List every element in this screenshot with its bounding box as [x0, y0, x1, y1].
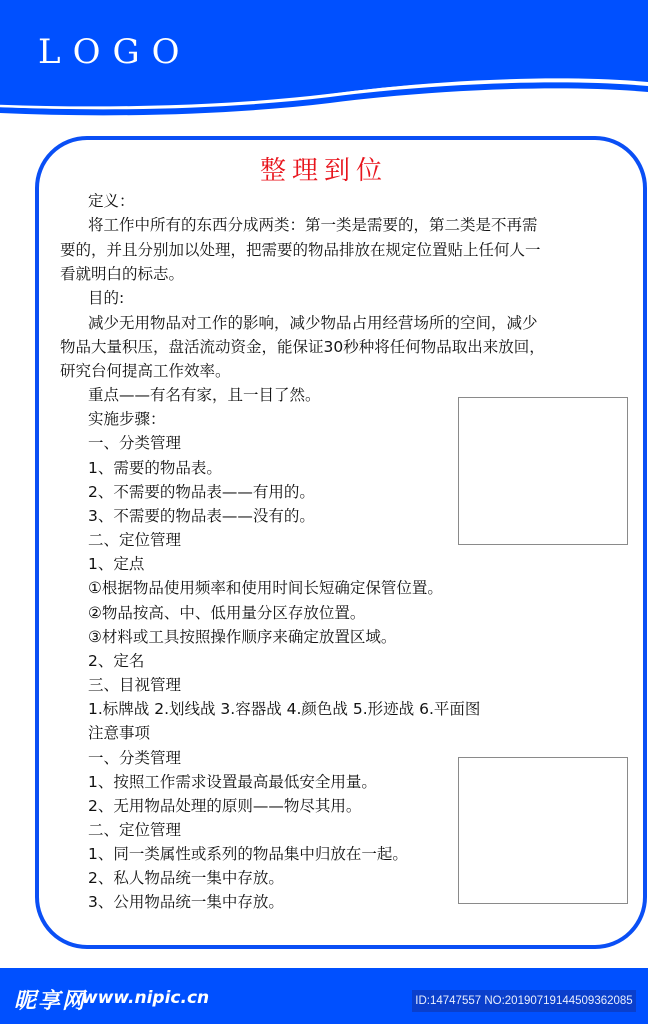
- section-heading: 一、分类管理: [88, 434, 182, 452]
- paragraph-line: 要的，并且分别加以处理，把需要的物品排放在规定位置贴上任何人一: [60, 241, 541, 259]
- watermark-site-url: www.nipic.cn: [82, 988, 210, 1008]
- list-item: ③材料或工具按照操作顺序来确定放置区域。: [88, 628, 397, 646]
- list-item: 1、按照工作需求设置最高最低安全用量。: [88, 773, 377, 791]
- section-heading: 二、定位管理: [88, 821, 182, 839]
- list-item: 1、定点: [88, 555, 145, 573]
- paragraph-line: 减少无用物品对工作的影响，减少物品占用经营场所的空间，减少: [88, 314, 538, 332]
- photo-placeholder-top: [458, 397, 628, 545]
- list-item: 3、公用物品统一集中存放。: [88, 893, 284, 911]
- list-item: ①根据物品使用频率和使用时间长短确定保管位置。: [88, 579, 443, 597]
- watermark-id-label: ID:14747557 NO:20190719144509362085: [412, 990, 636, 1012]
- list-item: 2、定名: [88, 652, 145, 670]
- photo-placeholder-bottom: [458, 757, 628, 904]
- section-heading: 二、定位管理: [88, 531, 182, 549]
- steps-heading: 实施步骤：: [88, 410, 166, 428]
- definition-heading: 定义：: [88, 192, 135, 210]
- watermark-site-name: 昵享网: [14, 989, 87, 1014]
- list-item: 1、需要的物品表。: [88, 459, 222, 477]
- paragraph-line: 研究台何提高工作效率。: [60, 362, 231, 380]
- list-item: 2、无用物品处理的原则——物尽其用。: [88, 797, 362, 815]
- notes-heading: 注意事项: [88, 724, 151, 742]
- list-item: 2、不需要的物品表——有用的。: [88, 483, 315, 501]
- key-point-line: 重点——有名有家，且一目了然。: [88, 386, 321, 404]
- list-item: 2、私人物品统一集中存放。: [88, 869, 284, 887]
- paragraph-line: 将工作中所有的东西分成两类：第一类是需要的，第二类是不再需: [88, 216, 538, 234]
- list-item: 1、同一类属性或系列的物品集中归放在一起。: [88, 845, 408, 863]
- section-heading: 三、目视管理: [88, 676, 182, 694]
- paragraph-line: 看就明白的标志。: [60, 265, 185, 283]
- list-item: 1.标牌战 2.划线战 3.容器战 4.颜色战 5.形迹战 6.平面图: [88, 700, 481, 718]
- list-item: ②物品按高、中、低用量分区存放位置。: [88, 604, 366, 622]
- list-item: 3、不需要的物品表——没有的。: [88, 507, 315, 525]
- logo-text: LOGO: [38, 32, 192, 72]
- page-title: 整理到位: [259, 156, 388, 186]
- paragraph-line: 物品大量积压，盘活流动资金，能保证30秒种将任何物品取出来放回，: [60, 338, 545, 356]
- section-heading: 一、分类管理: [88, 749, 182, 767]
- footer-watermark-bar: [0, 968, 648, 1024]
- purpose-heading: 目的:: [88, 289, 125, 307]
- header-banner: [0, 0, 648, 130]
